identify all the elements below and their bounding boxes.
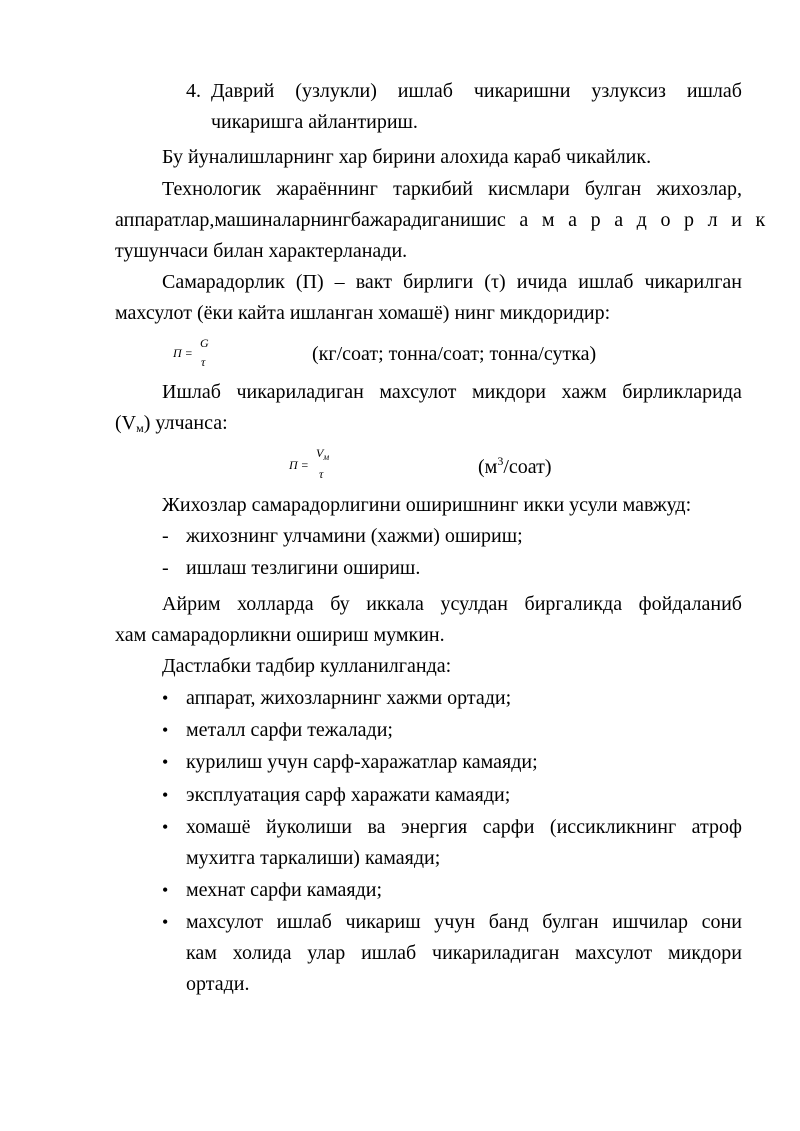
formula-1-lhs: П = [173, 346, 193, 360]
bullet-marker: • [162, 912, 169, 932]
list-item-b5-line2: мухитга таркалиши) камаяди; [186, 847, 441, 869]
paragraph-3-line2: махсулот (ёки кайта ишланган хомашё) нинг микдоридир: [115, 302, 611, 324]
dash-marker: - [162, 557, 169, 579]
formula-1-denominator: τ [201, 355, 206, 369]
list-number: 4. [186, 80, 201, 102]
list-item: эксплуатация сарф харажати камаяди; [186, 784, 511, 806]
list-item: курилиш учун сарф-харажатлар камаяди; [186, 751, 538, 773]
paragraph-7: Дастлабки тадбир кулланилганда: [162, 655, 452, 677]
list-item: ишлаш тезлигини ошириш. [186, 557, 421, 579]
formula-2-numerator: $V_м$ [316, 446, 330, 462]
item4-line2: чикаришга айлантириш. [211, 111, 418, 133]
paragraph-6-line1: Айрим холларда бу иккала усулдан биргаликда фойдаланиб [162, 593, 742, 615]
list-item: металл сарфи тежалади; [186, 719, 393, 741]
list-item: аппарат, жихозларнинг хажми ортади; [186, 687, 512, 709]
formula-1-units: (кг/соат; тонна/соат; тонна/сутка) [312, 343, 597, 365]
paragraph-4-line1: Ишлаб чикариладиган махсулот микдори хажм бирликларида [162, 381, 742, 403]
formula-1-numerator: G [200, 336, 209, 350]
bullet-marker: • [162, 720, 169, 740]
bullet-marker: • [162, 880, 169, 900]
list-item: жихознинг улчамини (хажми) ошириш; [186, 525, 523, 547]
list-item: мехнат сарфи камаяди; [186, 879, 383, 901]
list-item-b5-line1: хомашё йуколиши ва энергия сарфи (иссикликнинг атроф [186, 816, 742, 838]
paragraph-2-line2: аппаратлар, машиналарнинг бажарадиган иши с а м а р а д о р л и к [115, 209, 770, 231]
paragraph-2-line3: тушунчаси билан характерланади. [115, 240, 408, 262]
bullet-marker: • [162, 752, 169, 772]
bullet-marker: • [162, 688, 169, 708]
spaced-term: с а м а р а д о р л и к [496, 209, 770, 231]
paragraph-5: Жихозлар самарадорлигини оширишнинг икки усули мавжуд: [162, 494, 692, 516]
list-item-b7-line3: ортади. [186, 973, 250, 995]
paragraph-3-line1: Самарадорлик (П) – вакт бирлиги (τ) ичида ишлаб чикарилган [162, 271, 742, 293]
bullet-marker: • [162, 785, 169, 805]
paragraph-4-line2: $(V_м)$ улчанса: [115, 412, 228, 435]
paragraph-1: Бу йуналишларнинг хар бирини алохида караб чикайлик. [162, 146, 652, 168]
item4-line1: Даврий (узлукли) ишлаб чикаришни узлуксиз ишлаб [211, 80, 742, 102]
paragraph-6-line2: хам самарадорликни ошириш мумкин. [115, 624, 445, 646]
paragraph-2-line1: Технологик жараённинг таркибий кисмлари булган жихозлар, [162, 178, 742, 200]
list-item-b7-line1: махсулот ишлаб чикариш учун банд булган ишчилар сони [186, 911, 742, 933]
formula-2-units: $(м^3/соат)$ [478, 454, 552, 478]
bullet-marker: • [162, 817, 169, 837]
list-item-b7-line2: кам холида улар ишлаб чикариладиган махсулот микдори [186, 942, 742, 964]
formula-2-lhs: П = [289, 458, 309, 472]
formula-2-denominator: τ [319, 467, 324, 481]
dash-marker: - [162, 525, 169, 547]
